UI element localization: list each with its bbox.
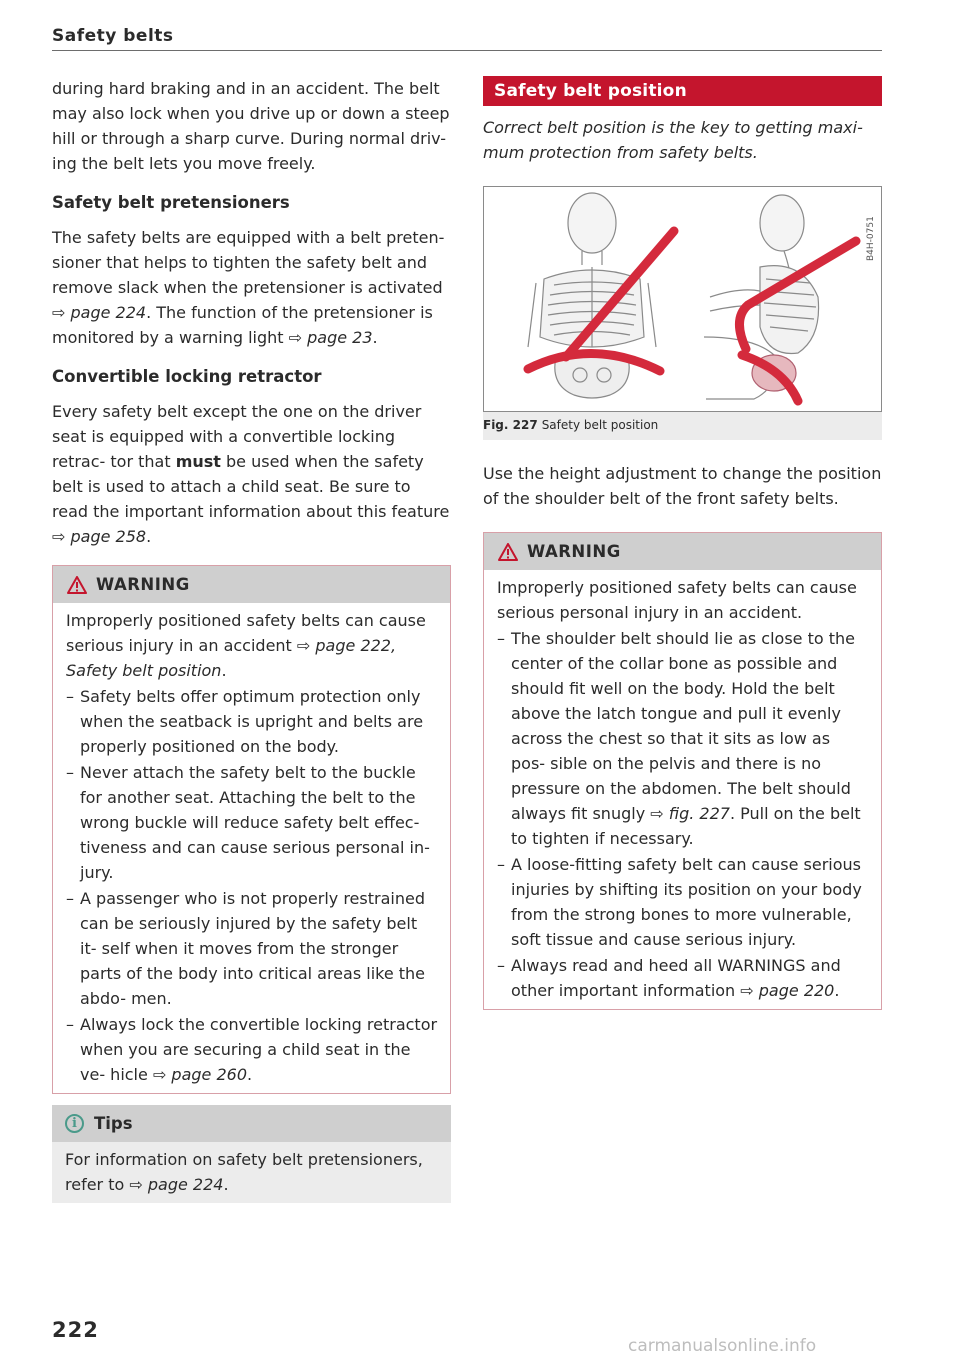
tips-title: Tips [94, 1114, 133, 1133]
must-emphasis: must [175, 452, 221, 471]
tips-text: For information on safety belt pretensioners, refer to ⇨ page 224. [65, 1150, 423, 1194]
figure-227 [483, 186, 882, 440]
right-column [483, 76, 882, 1010]
info-icon: i [65, 1114, 84, 1133]
warning-triangle-icon [498, 543, 518, 561]
front-skeleton-icon [528, 193, 656, 398]
page-220-link[interactable]: ⇨ page 220 [740, 981, 835, 1000]
warning-intro: Improperly positioned safety belts can cause serious personal injury in an accident. [497, 578, 857, 622]
warning-triangle-icon [67, 576, 87, 594]
page-258-link[interactable]: ⇨ page 258 [52, 527, 147, 546]
page-header [52, 26, 882, 51]
page-224-link[interactable]: ⇨ page 224 [129, 1175, 224, 1194]
list-item: – A loose-fitting safety belt can cause serious injuries by shifting its position on your body from the strong bones to more vulnerable, soft tissue and cause serious injury. [497, 852, 869, 952]
warning-box-left [52, 565, 451, 1094]
figure-image [483, 186, 882, 412]
tips-body [52, 1142, 451, 1203]
figure-label: Fig. 227 [483, 418, 538, 432]
list-item: – Safety belts offer optimum protection only when the seatback is upright and belts are properly positioned on the body. [66, 684, 438, 759]
figure-caption [483, 412, 882, 440]
warning-box-right [483, 532, 882, 1010]
intro-paragraph: during hard braking and in an accident. The belt may also lock when you drive up or down a steep hill or through a sharp curve. During normal driv- ing the belt lets you move freely. [52, 79, 450, 173]
section-intro: Correct belt position is the key to getting maxi- mum protection from safety belts. [483, 118, 863, 162]
left-column [52, 76, 451, 1203]
warning-header [53, 566, 450, 603]
page-224-link[interactable]: ⇨ page 224 [52, 303, 147, 322]
list-item: – Always lock the convertible locking retractor when you are securing a child seat in the ve- hicle ⇨ page 260. [66, 1012, 438, 1087]
figure-caption-text: Safety belt position [541, 418, 659, 432]
warning-intro: Improperly positioned safety belts can cause serious injury in an accident ⇨ page 222, Safety belt position. [66, 611, 426, 680]
page-260-link[interactable]: ⇨ page 260 [152, 1065, 248, 1084]
warning-title: WARNING [527, 542, 621, 561]
warning-header [484, 533, 881, 570]
retractor-heading: Convertible locking retractor [52, 367, 322, 386]
fig-227-link[interactable]: ⇨ fig. 227 [650, 804, 730, 823]
page-23-link[interactable]: ⇨ page 23 [288, 328, 373, 347]
list-item: – Always read and heed all WARNINGS and other important information ⇨ page 220. [497, 953, 869, 1003]
warning-title: WARNING [96, 575, 190, 594]
page-title: Safety belts [52, 26, 174, 46]
list-item: – The shoulder belt should lie as close to the center of the collar bone as possible and should fit well on the body. Hold the belt above the latch tongue and pull it evenly across the chest so that it sits as low as pos- sible on the pelvis and there is no pressure on the abdomen. The belt should always fit snugly ⇨ fig. 227. Pull on the belt to tighten if necessary. [497, 626, 869, 851]
figure-code: B4H-0751 [866, 216, 876, 261]
pretensioners-heading: Safety belt pretensioners [52, 193, 290, 212]
tips-box [52, 1105, 451, 1203]
tips-header [52, 1105, 451, 1142]
list-item: – Never attach the safety belt to the buckle for another seat. Attaching the belt to the wrong buckle will reduce safety belt effec- tiveness and can cause serious personal in- jury. [66, 760, 438, 885]
pretensioners-paragraph: The safety belts are equipped with a belt preten- sioner that helps to tighten the safety belt and remove slack when the pretensioner is activated ⇨ page 224. The function of the pretensioner is monitored by a warning light ⇨ page 23. [52, 228, 445, 347]
warning-body [53, 603, 450, 1093]
safety-belt-illustration [484, 187, 881, 411]
warning-list [497, 626, 869, 1003]
section-title: Safety belt position [483, 76, 882, 106]
warning-list [66, 684, 438, 1087]
list-item: – A passenger who is not properly restrained can be seriously injured by the safety belt it- self when it moves from the stronger parts of the body into critical areas like the abdo- men. [66, 886, 438, 1011]
retractor-paragraph: Every safety belt except the one on the driver seat is equipped with a convertible locking retrac- tor that must be used when the safety belt is used to attach a child seat. Be sure to read the important information about this feature ⇨ page 258. [52, 402, 450, 546]
warning-body [484, 570, 881, 1009]
page-222-link[interactable]: ⇨ page 222, Safety belt position [66, 636, 397, 680]
page-number: 222 [52, 1318, 99, 1342]
body-paragraph: Use the height adjustment to change the position of the shoulder belt of the front safety belts. [483, 464, 882, 508]
watermark: carmanualsonline.info [628, 1336, 817, 1356]
